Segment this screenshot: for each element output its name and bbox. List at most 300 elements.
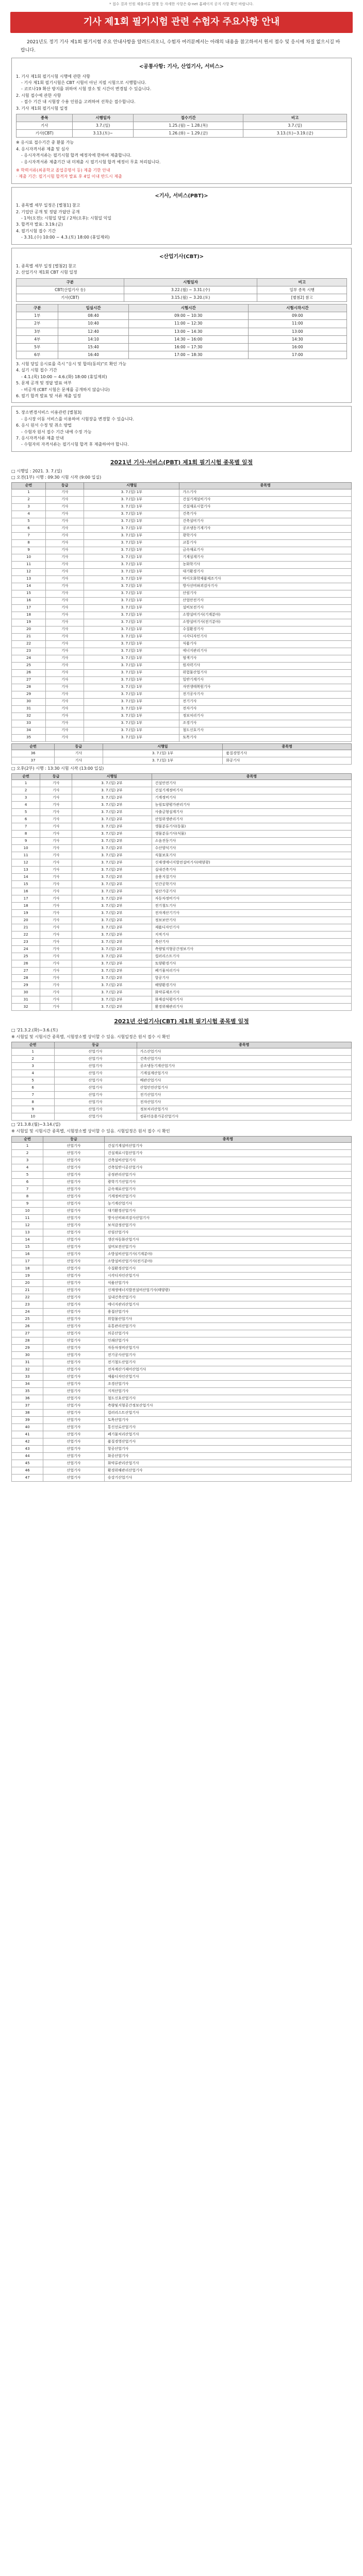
table-cell: 19 <box>12 910 40 917</box>
table-row <box>12 888 352 895</box>
table-row <box>12 1092 352 1099</box>
page-title: 기사 제1회 필기시험 관련 수험자 주요사항 안내 <box>10 12 353 32</box>
text-line: 2. 시험 접수에 관한 사항 <box>16 93 61 98</box>
table-row <box>12 787 352 794</box>
table-cell: 기사 <box>46 705 84 713</box>
table-cell: 5 <box>12 1172 43 1179</box>
table-cell: 5 <box>12 1077 55 1084</box>
table-cell: 자동차정비기사 <box>152 895 351 903</box>
table-cell: 염색기사 <box>179 655 352 662</box>
table-cell: 3. 7.(일) 2부 <box>72 910 152 917</box>
table-row <box>12 982 352 989</box>
table-cell: 조경기사 <box>179 720 352 727</box>
table-row <box>12 1251 352 1258</box>
table-cell: 산업기사 <box>54 1106 137 1113</box>
table-cell: 1부 <box>16 312 58 320</box>
table-cell: 13:00 ~ 14:30 <box>128 328 248 335</box>
table-cell: 6 <box>12 1084 55 1092</box>
table-cell: 농림토양평가관리기사 <box>152 802 351 809</box>
text-line: - 4.1.(목) 10:00 ~ 4.6.(화) 18:00 (휴일제외) <box>21 374 107 379</box>
table-cell: 36 <box>12 750 55 757</box>
table-cell: 기사 <box>46 583 84 590</box>
table-cell: 3. 7.(일) 1부 <box>84 547 179 554</box>
text-line: 3. 합격자 발표: 3.19.(금) <box>16 222 63 227</box>
column-header: 등급 <box>43 1136 105 1142</box>
table-cell: 생물분류기사(식물) <box>152 831 351 838</box>
table-row <box>12 1366 352 1374</box>
table-cell: 30 <box>12 989 40 996</box>
table-row <box>12 705 352 713</box>
table-cell: 33 <box>12 1374 43 1381</box>
table-cell: 폐기물처리기사 <box>152 968 351 975</box>
table-row <box>12 809 352 816</box>
table-row <box>12 1208 352 1215</box>
column-header: 종목명 <box>104 1136 351 1142</box>
column-header: 종목명 <box>223 743 352 750</box>
table-row <box>12 1099 352 1106</box>
table-row <box>12 1070 352 1077</box>
table-cell: 45 <box>12 1460 43 1467</box>
table-row <box>12 1215 352 1222</box>
table-cell: 8 <box>12 539 46 547</box>
table-cell: 생물분류기사(동물) <box>152 823 351 831</box>
table-cell: 43 <box>12 1446 43 1453</box>
table-cell: 전자기사 <box>179 705 352 713</box>
table-cell: 09:00 <box>248 312 346 320</box>
table-cell: 기계설계기사 <box>179 554 352 561</box>
table-cell: 산업안전산업기사 <box>137 1084 351 1092</box>
table-cell: 08:40 <box>58 312 128 320</box>
table-row <box>12 1301 352 1309</box>
table-cell: 35 <box>12 1388 43 1395</box>
table-row <box>12 698 352 705</box>
table-row <box>16 328 347 335</box>
table-row <box>12 895 352 903</box>
table-cell: 기사 <box>46 612 84 619</box>
table-cell: 산업기사 <box>43 1143 105 1150</box>
table-row <box>12 503 352 511</box>
text-line: - 3.31.(수) 10:00 ~ 4.3.(토) 18:00 (휴일제외) <box>21 235 110 240</box>
table-cell: 3 <box>12 794 40 802</box>
text-line: 1. 종목별 세부 일정은 [별첨1] 참고 <box>16 203 80 208</box>
table-cell: 1 <box>12 1048 55 1056</box>
table-cell: 17:00 <box>248 351 346 359</box>
table-row <box>12 1330 352 1337</box>
table-cell: 6 <box>12 1179 43 1186</box>
table-cell: 기사 <box>40 939 72 946</box>
table-row <box>16 343 347 351</box>
table-cell: 기사 <box>46 532 84 539</box>
table-row <box>12 1186 352 1193</box>
table-cell: 3. 7.(일) 2부 <box>72 888 152 895</box>
table-cell: 3. 7.(일) 2부 <box>72 809 152 816</box>
table-cell: 측량및지형공간정보산업기사 <box>104 1402 351 1410</box>
table-cell: 토양환경기사 <box>152 960 351 968</box>
table-row <box>12 669 352 676</box>
column-header: 시행일 <box>72 773 152 779</box>
table-cell: 산업기사 <box>43 1374 105 1381</box>
table-cell: 기사 <box>46 662 84 669</box>
table-cell: 3. 7.(일) 2부 <box>72 838 152 845</box>
table-cell: 09:00 ~ 10:30 <box>128 312 248 320</box>
table-cell: 9 <box>12 1200 43 1208</box>
table-cell: 위험물산업기사 <box>179 669 352 676</box>
table-cell: 지적산업기사 <box>104 1388 351 1395</box>
table-row <box>12 633 352 640</box>
table-cell: 17 <box>12 604 46 612</box>
table-cell: 건축설비산업기사 <box>104 1157 351 1164</box>
table-cell: 16 <box>12 1251 43 1258</box>
table-cell: 3. 7.(일) 1부 <box>84 705 179 713</box>
table-cell: 산업기사 <box>43 1294 105 1301</box>
table-cell: 3. 7.(일) 2부 <box>72 996 152 1004</box>
table-cell: 산업기사 <box>43 1287 105 1294</box>
table-cell: 10 <box>12 845 40 852</box>
table-cell: 기사 <box>40 989 72 996</box>
text-line: 3. 기사 제1회 필기시험 일정 <box>16 106 68 111</box>
table-cell: 기사 <box>46 640 84 648</box>
table-cell: 27 <box>12 676 46 684</box>
table-cell: 자연생태복원기사 <box>179 684 352 691</box>
table-cell: 3부 <box>16 328 58 335</box>
table-cell: 3. 7.(일) 2부 <box>72 903 152 910</box>
table-cell: 13 <box>12 867 40 874</box>
table-cell: 3.22.(월) ~ 3.31.(수) <box>124 286 257 294</box>
table-cell: 17 <box>12 1258 43 1265</box>
table-row <box>12 539 352 547</box>
table-cell: 기사 <box>40 968 72 975</box>
table-row <box>12 953 352 960</box>
table-row <box>12 532 352 539</box>
table-cell: 기사 <box>46 720 84 727</box>
table-row <box>16 320 347 328</box>
table-row <box>12 867 352 874</box>
table-row <box>12 802 352 809</box>
morning-table <box>11 482 352 741</box>
table-cell: 29 <box>12 1345 43 1352</box>
text-line: 6. 응시 원서 수정 및 취소 방법 <box>16 423 72 428</box>
table-row <box>12 1258 352 1265</box>
table-cell: 기사(CBT) <box>16 130 73 138</box>
table-cell: 23 <box>12 648 46 655</box>
table-cell: 3. 7.(일) 2부 <box>72 874 152 881</box>
table-cell: 건축기사 <box>179 511 352 518</box>
table-cell: 산업기사 <box>43 1453 105 1460</box>
common-info-title: <공통사항: 기사, 산업기사, 서비스> <box>139 64 224 70</box>
morning-extra-table <box>11 743 352 765</box>
table-row <box>12 525 352 532</box>
table-cell: 31 <box>12 1359 43 1366</box>
table-cell: 산업기사 <box>43 1258 105 1265</box>
table-cell: 3. 7.(일) 1부 <box>84 518 179 525</box>
table-cell: 기사 <box>40 960 72 968</box>
table-row <box>12 1337 352 1345</box>
column-header: 종목명 <box>152 773 351 779</box>
table-cell: 35 <box>12 734 46 741</box>
table-row <box>12 910 352 917</box>
table-cell: 산업기사 <box>43 1446 105 1453</box>
table-cell: 산업기사 <box>54 1070 137 1077</box>
column-header: 시험일자 <box>124 278 257 286</box>
table-cell: 기사 <box>46 619 84 626</box>
table-cell: 18 <box>12 1265 43 1273</box>
table-row <box>12 1084 352 1092</box>
common-info-box <box>11 58 352 184</box>
table-cell: 기사 <box>40 867 72 874</box>
common-info-lines <box>16 74 347 112</box>
table-cell: 7 <box>12 532 46 539</box>
table-cell: 1.25.(월) ~ 1.28.(목) <box>134 122 243 130</box>
table-cell: 12 <box>12 1222 43 1229</box>
table-cell: 29 <box>12 982 40 989</box>
table-cell: 보석감정산업기사 <box>104 1222 351 1229</box>
table-cell: 전기공사산업기사 <box>104 1352 351 1359</box>
table-cell: 산업기사 <box>43 1460 105 1467</box>
table-cell: 11 <box>12 561 46 568</box>
table-cell: 10 <box>12 1208 43 1215</box>
table-cell: 기사 <box>55 757 103 765</box>
table-row <box>12 838 352 845</box>
table-row <box>12 1048 352 1056</box>
table-row <box>12 831 352 838</box>
table-cell: 12 <box>12 568 46 575</box>
table-cell: 24 <box>12 1309 43 1316</box>
table-cell: 7 <box>12 1092 55 1099</box>
table-cell: 3. 7.(일) 1부 <box>84 676 179 684</box>
table-cell: 기사 <box>46 561 84 568</box>
table-cell: 에너지관리산업기사 <box>104 1301 351 1309</box>
table-cell: 기사 <box>46 496 84 503</box>
table-cell: 철도신호기사 <box>179 727 352 734</box>
table-cell: 산업기사 <box>43 1316 105 1323</box>
table-cell: 13:00 <box>248 328 346 335</box>
table-cell: 기사 <box>40 996 72 1004</box>
table-cell: 6 <box>12 525 46 532</box>
table-cell: 화공산업기사 <box>104 1453 351 1460</box>
table-cell: 기사 <box>40 794 72 802</box>
table-cell: 19 <box>12 619 46 626</box>
text-line: - 접수 기간 내 시험장 수용 인원을 고려하여 선착순 접수합니다. <box>21 99 136 105</box>
table-cell: 산업기사 <box>54 1084 137 1092</box>
pbt-info-lines <box>16 202 347 241</box>
table-cell: 소방설비산업기사(기계분야) <box>104 1251 351 1258</box>
table-row <box>12 1316 352 1323</box>
table-cell: 건설기계설비산업기사 <box>104 1143 351 1150</box>
table-cell: 31 <box>12 996 40 1004</box>
text-line: · 제출 기간: 필기시험 합격자 발표 후 4일 이내 반드시 제출 <box>16 174 122 179</box>
table-cell: 30 <box>12 698 46 705</box>
table-row <box>12 960 352 968</box>
table-cell: 산업기사 <box>54 1092 137 1099</box>
table-cell: 3. 7.(일) 2부 <box>72 982 152 989</box>
table-cell: 34 <box>12 1381 43 1388</box>
table-cell: 소방설비산업기사(전기분야) <box>104 1258 351 1265</box>
table-row <box>12 734 352 741</box>
table-cell: 기사 <box>46 554 84 561</box>
table-cell: 3 <box>12 1063 55 1070</box>
column-header: 접수기간 <box>134 114 243 122</box>
table-cell: 토목산업기사 <box>104 1417 351 1424</box>
table-cell: 2 <box>12 787 40 794</box>
column-header: 순번 <box>12 773 40 779</box>
table-cell: 14:30 <box>248 335 346 343</box>
table-row <box>12 691 352 698</box>
table-cell: 산업기사 <box>43 1157 105 1164</box>
table-cell: 26 <box>12 1323 43 1330</box>
text-line: 3. 시험 당일 응시료를 즉시 "응시 및 합의(동의)"로 확인 가능 <box>16 362 127 367</box>
table-cell: 기사 <box>40 924 72 931</box>
table-row <box>12 648 352 655</box>
table-row <box>16 286 347 294</box>
table-cell: 환경위해관리산업기사 <box>104 1467 351 1475</box>
table-cell: 26 <box>12 960 40 968</box>
table-cell: 3. 7.(일) 1부 <box>84 691 179 698</box>
table-row <box>12 989 352 996</box>
table-cell: 2부 <box>16 320 58 328</box>
table-row <box>12 1410 352 1417</box>
column-header: 순번 <box>12 1042 55 1048</box>
table-cell: 수산양식기사 <box>152 845 351 852</box>
table-cell: 정보처리기사 <box>179 713 352 720</box>
table-cell: 8 <box>12 1099 55 1106</box>
table-cell: 9 <box>12 1106 55 1113</box>
table-cell: 산업기사 <box>43 1265 105 1273</box>
table-cell: 3. 7.(일) 2부 <box>72 816 152 823</box>
text-line: - 기사 제1회 필기시험은 CBT 시험이 아닌 지필 시험으로 시행합니다. <box>21 80 146 85</box>
table-cell: 28 <box>12 684 46 691</box>
table-cell: 일반기계기사 <box>179 676 352 684</box>
table-cell: 산업기사 <box>43 1172 105 1179</box>
table-cell: 3. 7.(일) 2부 <box>72 968 152 975</box>
extra-info-box <box>11 406 352 451</box>
table-cell: 20 <box>12 1280 43 1287</box>
table-cell: 4 <box>12 802 40 809</box>
table-cell: 3. 7.(일) 1부 <box>84 597 179 604</box>
table-cell: 산업기사 <box>43 1366 105 1374</box>
table-cell: 기사 <box>46 525 84 532</box>
table-cell: 시각디자인산업기사 <box>104 1273 351 1280</box>
table-cell: 37 <box>12 1402 43 1410</box>
table-cell: 기사 <box>46 547 84 554</box>
table-cell: 산업기사 <box>43 1431 105 1438</box>
table-cell: 원자력기사 <box>179 662 352 669</box>
table-row <box>12 626 352 633</box>
table-cell: 산업기사 <box>43 1424 105 1431</box>
table-row <box>12 946 352 953</box>
table-cell: 산업기사 <box>54 1063 137 1070</box>
table-cell: 32 <box>12 1366 43 1374</box>
table-cell: 3. 7.(일) 1부 <box>84 633 179 640</box>
table-cell: 전기공사기사 <box>179 691 352 698</box>
table-cell: 산업기사 <box>54 1113 137 1121</box>
table-row <box>12 568 352 575</box>
table-cell: 건설기계정비기사 <box>152 787 351 794</box>
table-cell: 농기계산업기사 <box>104 1200 351 1208</box>
table-cell: 신재생에너지발전설비기사(태양광) <box>152 859 351 867</box>
table-cell: 사출금형설계기사 <box>152 809 351 816</box>
table-row <box>12 1200 352 1208</box>
table-cell: 산업기사 <box>43 1323 105 1330</box>
table-cell: 3. 7.(일) 1부 <box>84 727 179 734</box>
table-row <box>12 939 352 946</box>
table-cell: 신재생에너지발전설비산업기사(태양광) <box>104 1287 351 1294</box>
table-row <box>12 1287 352 1294</box>
table-cell: 기사 <box>40 953 72 960</box>
column-header: 등급 <box>55 743 103 750</box>
table-cell: 기사 <box>46 648 84 655</box>
table-cell: 산업기사 <box>43 1179 105 1186</box>
table-row <box>12 489 352 496</box>
table-cell: 산업기사 <box>43 1410 105 1417</box>
table-cell: 3. 7.(일) 1부 <box>84 669 179 676</box>
table-row <box>12 1323 352 1330</box>
column-header: 비고 <box>257 278 347 286</box>
table-cell: 21 <box>12 924 40 931</box>
table-cell: 4 <box>12 1164 43 1172</box>
table-cell: 25 <box>12 1316 43 1323</box>
table-cell: 기사 <box>40 975 72 982</box>
table-cell: 기사 <box>40 809 72 816</box>
table-cell: 3. 7.(일) 1부 <box>84 648 179 655</box>
column-header: 비고 <box>243 114 347 122</box>
table-cell: 화재감식평가기사 <box>152 996 351 1004</box>
column-header: 종목명 <box>179 483 352 489</box>
table-cell: 기사 <box>40 845 72 852</box>
table-cell: 기사 <box>46 503 84 511</box>
table-cell: 측량및지형공간정보기사 <box>152 946 351 953</box>
table-cell: 14 <box>12 1236 43 1244</box>
column-header: 종목명 <box>137 1042 351 1048</box>
table-row <box>12 561 352 568</box>
table-row <box>12 1056 352 1063</box>
table-cell: 환경위해관리기사 <box>152 1004 351 1011</box>
table-row <box>12 720 352 727</box>
table-cell: 전기철도기사 <box>152 903 351 910</box>
table-row <box>16 130 347 138</box>
table-cell: 3. 7.(일) 1부 <box>84 532 179 539</box>
table-cell: 23 <box>12 939 40 946</box>
table-cell: 에너지관리기사 <box>179 648 352 655</box>
table-cell: 3. 7.(일) 1부 <box>84 604 179 612</box>
table-cell: 기사 <box>46 691 84 698</box>
table-row <box>12 1352 352 1359</box>
column-header: 입실시간 <box>58 304 128 312</box>
table-row <box>12 1004 352 1011</box>
table-cell: 산업기사 <box>43 1301 105 1309</box>
table-row <box>16 294 347 302</box>
table-cell: 22 <box>12 931 40 939</box>
table-row <box>12 1164 352 1172</box>
table-cell: 기사 <box>46 734 84 741</box>
table-cell: 7 <box>12 1186 43 1193</box>
table-cell: 대기환경기사 <box>179 568 352 575</box>
table-cell: 25 <box>12 662 46 669</box>
text-line: 5. 문제 공개 및 정답 발표 여부 <box>16 381 72 386</box>
table-cell: 5 <box>12 809 40 816</box>
table-cell: 14 <box>12 583 46 590</box>
table-cell: 기사 <box>40 881 72 888</box>
period1-table <box>11 1042 352 1121</box>
table-cell: 지적기사 <box>152 931 351 939</box>
table-row <box>12 1431 352 1438</box>
table-cell: 10:40 <box>58 320 128 328</box>
table-row <box>12 1417 352 1424</box>
table-cell: 3. 7.(일) 1부 <box>84 489 179 496</box>
table-cell: 3. 7.(일) 1부 <box>84 590 179 597</box>
table-cell: 실내건축기사 <box>152 867 351 874</box>
table-cell: 3. 7.(일) 2부 <box>72 787 152 794</box>
table-cell: 6부 <box>16 351 58 359</box>
